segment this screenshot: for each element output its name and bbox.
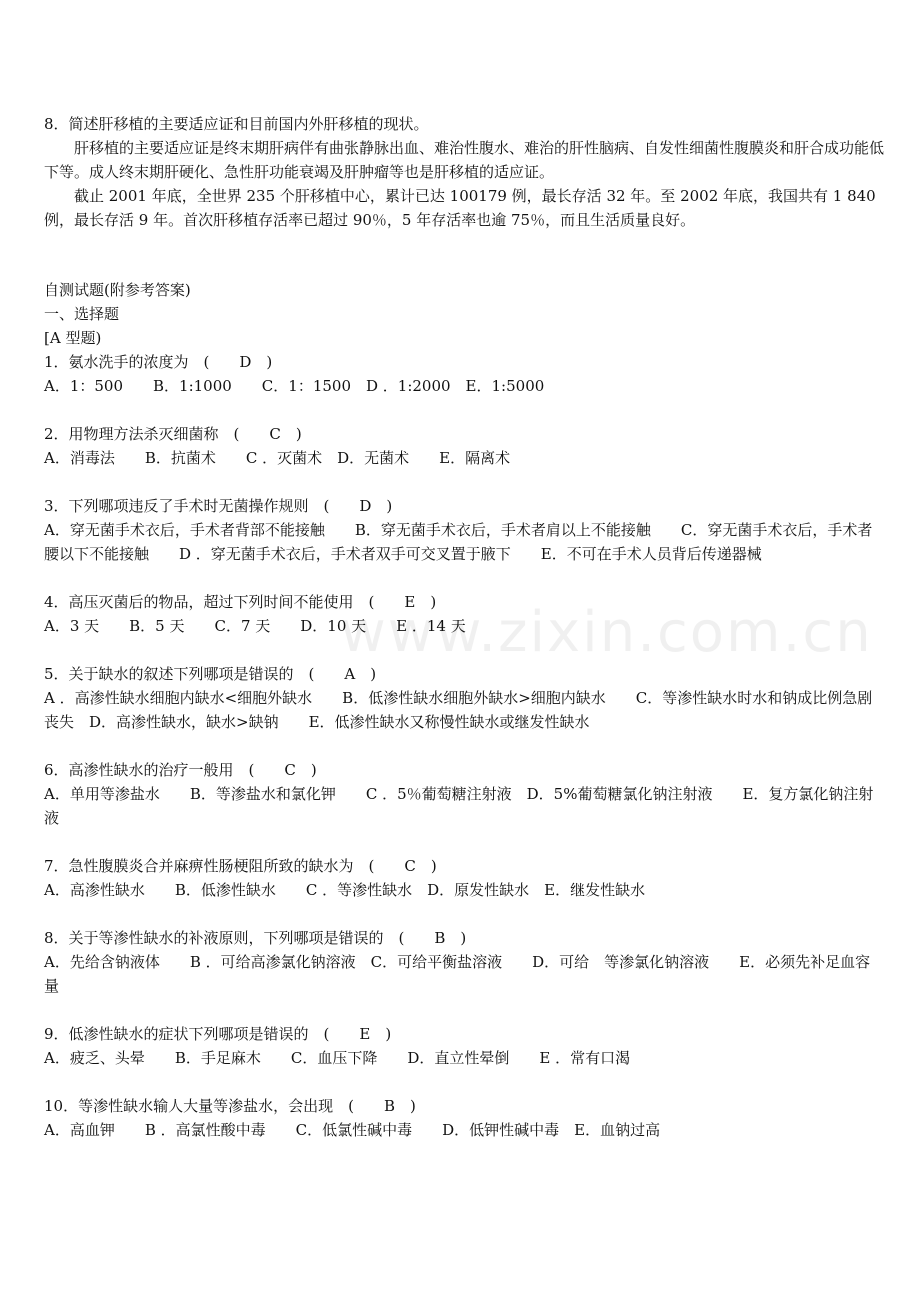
question-3 (44, 494, 884, 566)
question-stem: 3．下列哪项违反了手术时无菌操作规则 ( D ) (44, 497, 393, 515)
question-stem: 6．高渗性缺水的治疗一般用 ( C ) (44, 761, 317, 779)
question-options: A．高血钾 B ．高氯性酸中毒 C．低氯性碱中毒 D．低钾性碱中毒 E．血钠过高 (44, 1121, 661, 1139)
question-stem: 7．急性腹膜炎合并麻痹性肠梗阻所致的缺水为 ( C ) (44, 857, 437, 875)
question-options: A．消毒法 B．抗菌术 C ．灭菌术 D．无菌术 E．隔离术 (44, 449, 511, 467)
question-5 (44, 662, 884, 734)
question-stem: 2．用物理方法杀灭细菌称 ( C ) (44, 425, 302, 443)
document-page (44, 112, 884, 1142)
section8-title: 8．简述肝移植的主要适应证和目前国内外肝移植的现状。 (44, 115, 429, 133)
question-stem: 8．关于等渗性缺水的补液原则，下列哪项是错误的 ( B ) (44, 929, 467, 947)
question-options: A ．高渗性缺水细胞内缺水<细胞外缺水 B．低渗性缺水细胞外缺水>细胞内缺水 C．等渗性缺水时水和钠成比例急剧丧失 D．高渗性缺水，缺水>缺钠 E．低渗性缺水又称慢性缺水或继发性缺水 (44, 689, 873, 731)
question-options: A．穿无菌手术衣后，手术者背部不能接触 B．穿无菌手术衣后，手术者肩以上不能接触 C．穿无菌手术衣后，手术者腰以下不能接触 D ．穿无菌手术衣后，手术者双手可交叉置于腋下 E．不可在手术人员背后传递器械 (44, 521, 873, 563)
section8-paragraph-1: 肝移植的主要适应证是终末期肝病伴有曲张静脉出血、难治性腹水、难治的肝性脑病、自发性细菌性腹膜炎和肝合成功能低下等。成人终末期肝硬化、急性肝功能衰竭及肝肿瘤等也是肝移植的适应证。 (44, 139, 885, 181)
question-7 (44, 854, 884, 902)
question-options: A．1：500 B．1:1000 C．1：1500 D ．1:2000 E．1:5000 (44, 377, 545, 395)
question-stem: 9．低渗性缺水的症状下列哪项是错误的 ( E ) (44, 1025, 392, 1043)
test-part-title: 一、选择题 (44, 305, 120, 323)
question-stem: 5．关于缺水的叙述下列哪项是错误的 ( A ) (44, 665, 377, 683)
test-type-label: [A 型题) (44, 329, 102, 347)
question-stem: 4．高压灭菌后的物品，超过下列时间不能使用 ( E ) (44, 593, 437, 611)
question-8 (44, 926, 884, 998)
question-9 (44, 1022, 884, 1070)
question-options: A．单用等渗盐水 B．等渗盐水和氯化钾 C ．5％葡萄糖注射液 D．5%葡萄糖氯化钠注射液 E．复方氯化钠注射液 (44, 785, 874, 827)
question-6 (44, 758, 884, 830)
question-options: A．先给含钠液体 B ．可给高渗氯化钠溶液 C．可给平衡盐溶液 D．可给 等渗氯化钠溶液 E．必须先补足血容量 (44, 953, 871, 995)
question-options: A．高渗性缺水 B．低渗性缺水 C ．等渗性缺水 D．原发性缺水 E．继发性缺水 (44, 881, 646, 899)
question-4 (44, 590, 884, 638)
section8-paragraph-2: 截止 2001 年底，全世界 235 个肝移植中心，累计已达 100179 例，最长存活 32 年。至 2002 年底，我国共有 1 840 例，最长存活 9 年。首次肝移植存活率已超过 90％，5 年存活率也逾 75％，而且生活质量良好。 (44, 187, 881, 229)
question-stem: 1．氨水洗手的浓度为 ( D ) (44, 353, 273, 371)
question-10 (44, 1094, 884, 1142)
watermark-text: www.zixin.com.cn (340, 600, 873, 665)
question-stem: 10．等渗性缺水输人大量等渗盐水，会出现 ( B ) (44, 1097, 416, 1115)
question-2 (44, 422, 884, 470)
question-1 (44, 350, 884, 398)
question-options: A．3 天 B．5 天 C．7 天 D．10 天 E ．14 天 (44, 617, 466, 635)
test-heading: 自测试题(附参考答案) (44, 281, 191, 299)
question-options: A．疲乏、头晕 B．手足麻木 C．血压下降 D．直立性晕倒 E ．常有口渴 (44, 1049, 631, 1067)
